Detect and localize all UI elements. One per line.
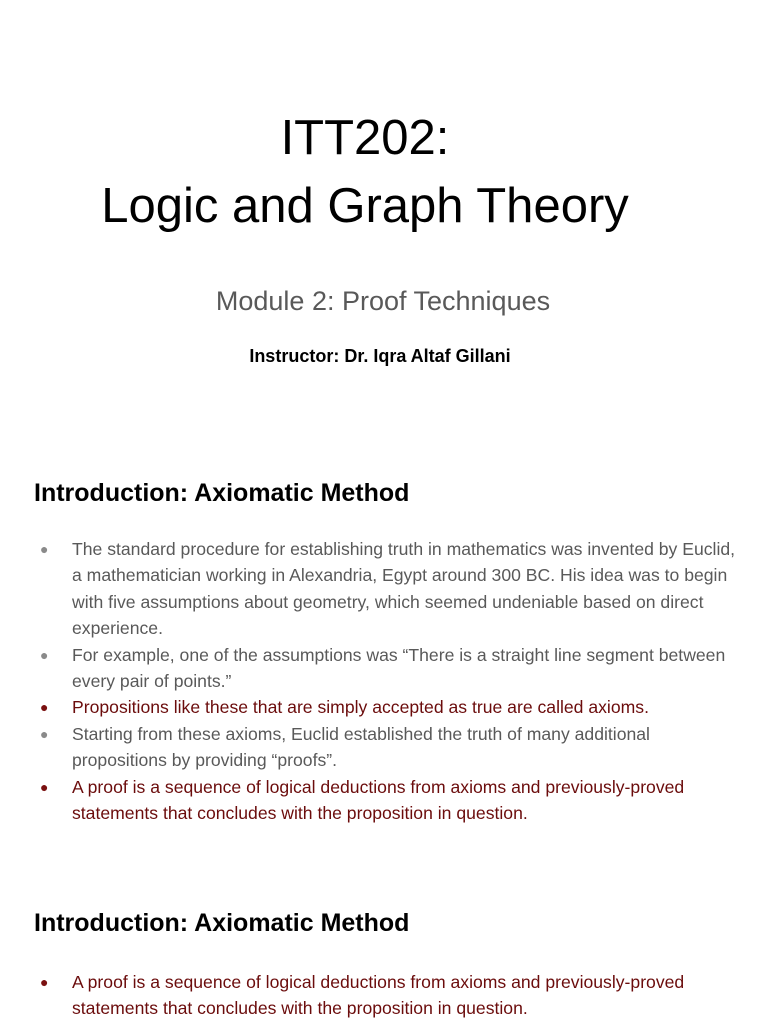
bullet-text: Propositions like these that are simply accepted as true are called axioms. xyxy=(72,697,649,718)
bullet-item xyxy=(34,969,749,1022)
bullet-item xyxy=(34,536,749,642)
bullet-text: Starting from these axioms, Euclid established the truth of many additional propositions by providing “proofs”. xyxy=(72,723,650,771)
bullet-item xyxy=(34,642,749,695)
course-name-title: Logic and Graph Theory xyxy=(101,179,629,233)
bullet-dot-icon: ● xyxy=(40,699,49,716)
bullet-dot-icon: ● xyxy=(40,974,49,990)
bullet-text: A proof is a sequence of logical deductions from axioms and previously-proved statements that concludes with the proposition in question. xyxy=(72,776,685,824)
instructor-name: Instructor: Dr. Iqra Altaf Gillani xyxy=(249,346,511,366)
bullet-list xyxy=(34,969,749,1022)
bullet-dot-icon: ● xyxy=(40,646,49,663)
slide-heading: Introduction: Axiomatic Method xyxy=(34,479,410,507)
module-subtitle: Module 2: Proof Techniques xyxy=(215,286,551,316)
bullet-item xyxy=(34,774,749,827)
bullet-list xyxy=(34,536,749,826)
bullet-dot-icon: ● xyxy=(40,541,49,557)
axiomatic-method-slide-continued xyxy=(0,870,768,1024)
bullet-text: The standard procedure for establishing truth in mathematics was invented by Euclid, a mathematician working in Alexandria, Egypt around 300 BC. His idea was to begin with five assumptions about geometry, which seemed undeniable based on direct experience. xyxy=(72,539,736,639)
course-code-title: ITT202: xyxy=(280,111,450,165)
bullet-text: For example, one of the assumptions was “There is a straight line segment between every pair of points.” xyxy=(72,644,726,692)
slide-heading: Introduction: Axiomatic Method xyxy=(34,909,410,937)
title-slide xyxy=(0,0,768,440)
bullet-text: A proof is a sequence of logical deductions from axioms and previously-proved statements that concludes with the proposition in question. xyxy=(72,972,685,1019)
bullet-dot-icon: ● xyxy=(40,725,49,742)
bullet-dot-icon: ● xyxy=(40,778,49,795)
bullet-item xyxy=(34,721,749,774)
axiomatic-method-slide xyxy=(0,440,768,870)
bullet-item xyxy=(34,694,749,720)
